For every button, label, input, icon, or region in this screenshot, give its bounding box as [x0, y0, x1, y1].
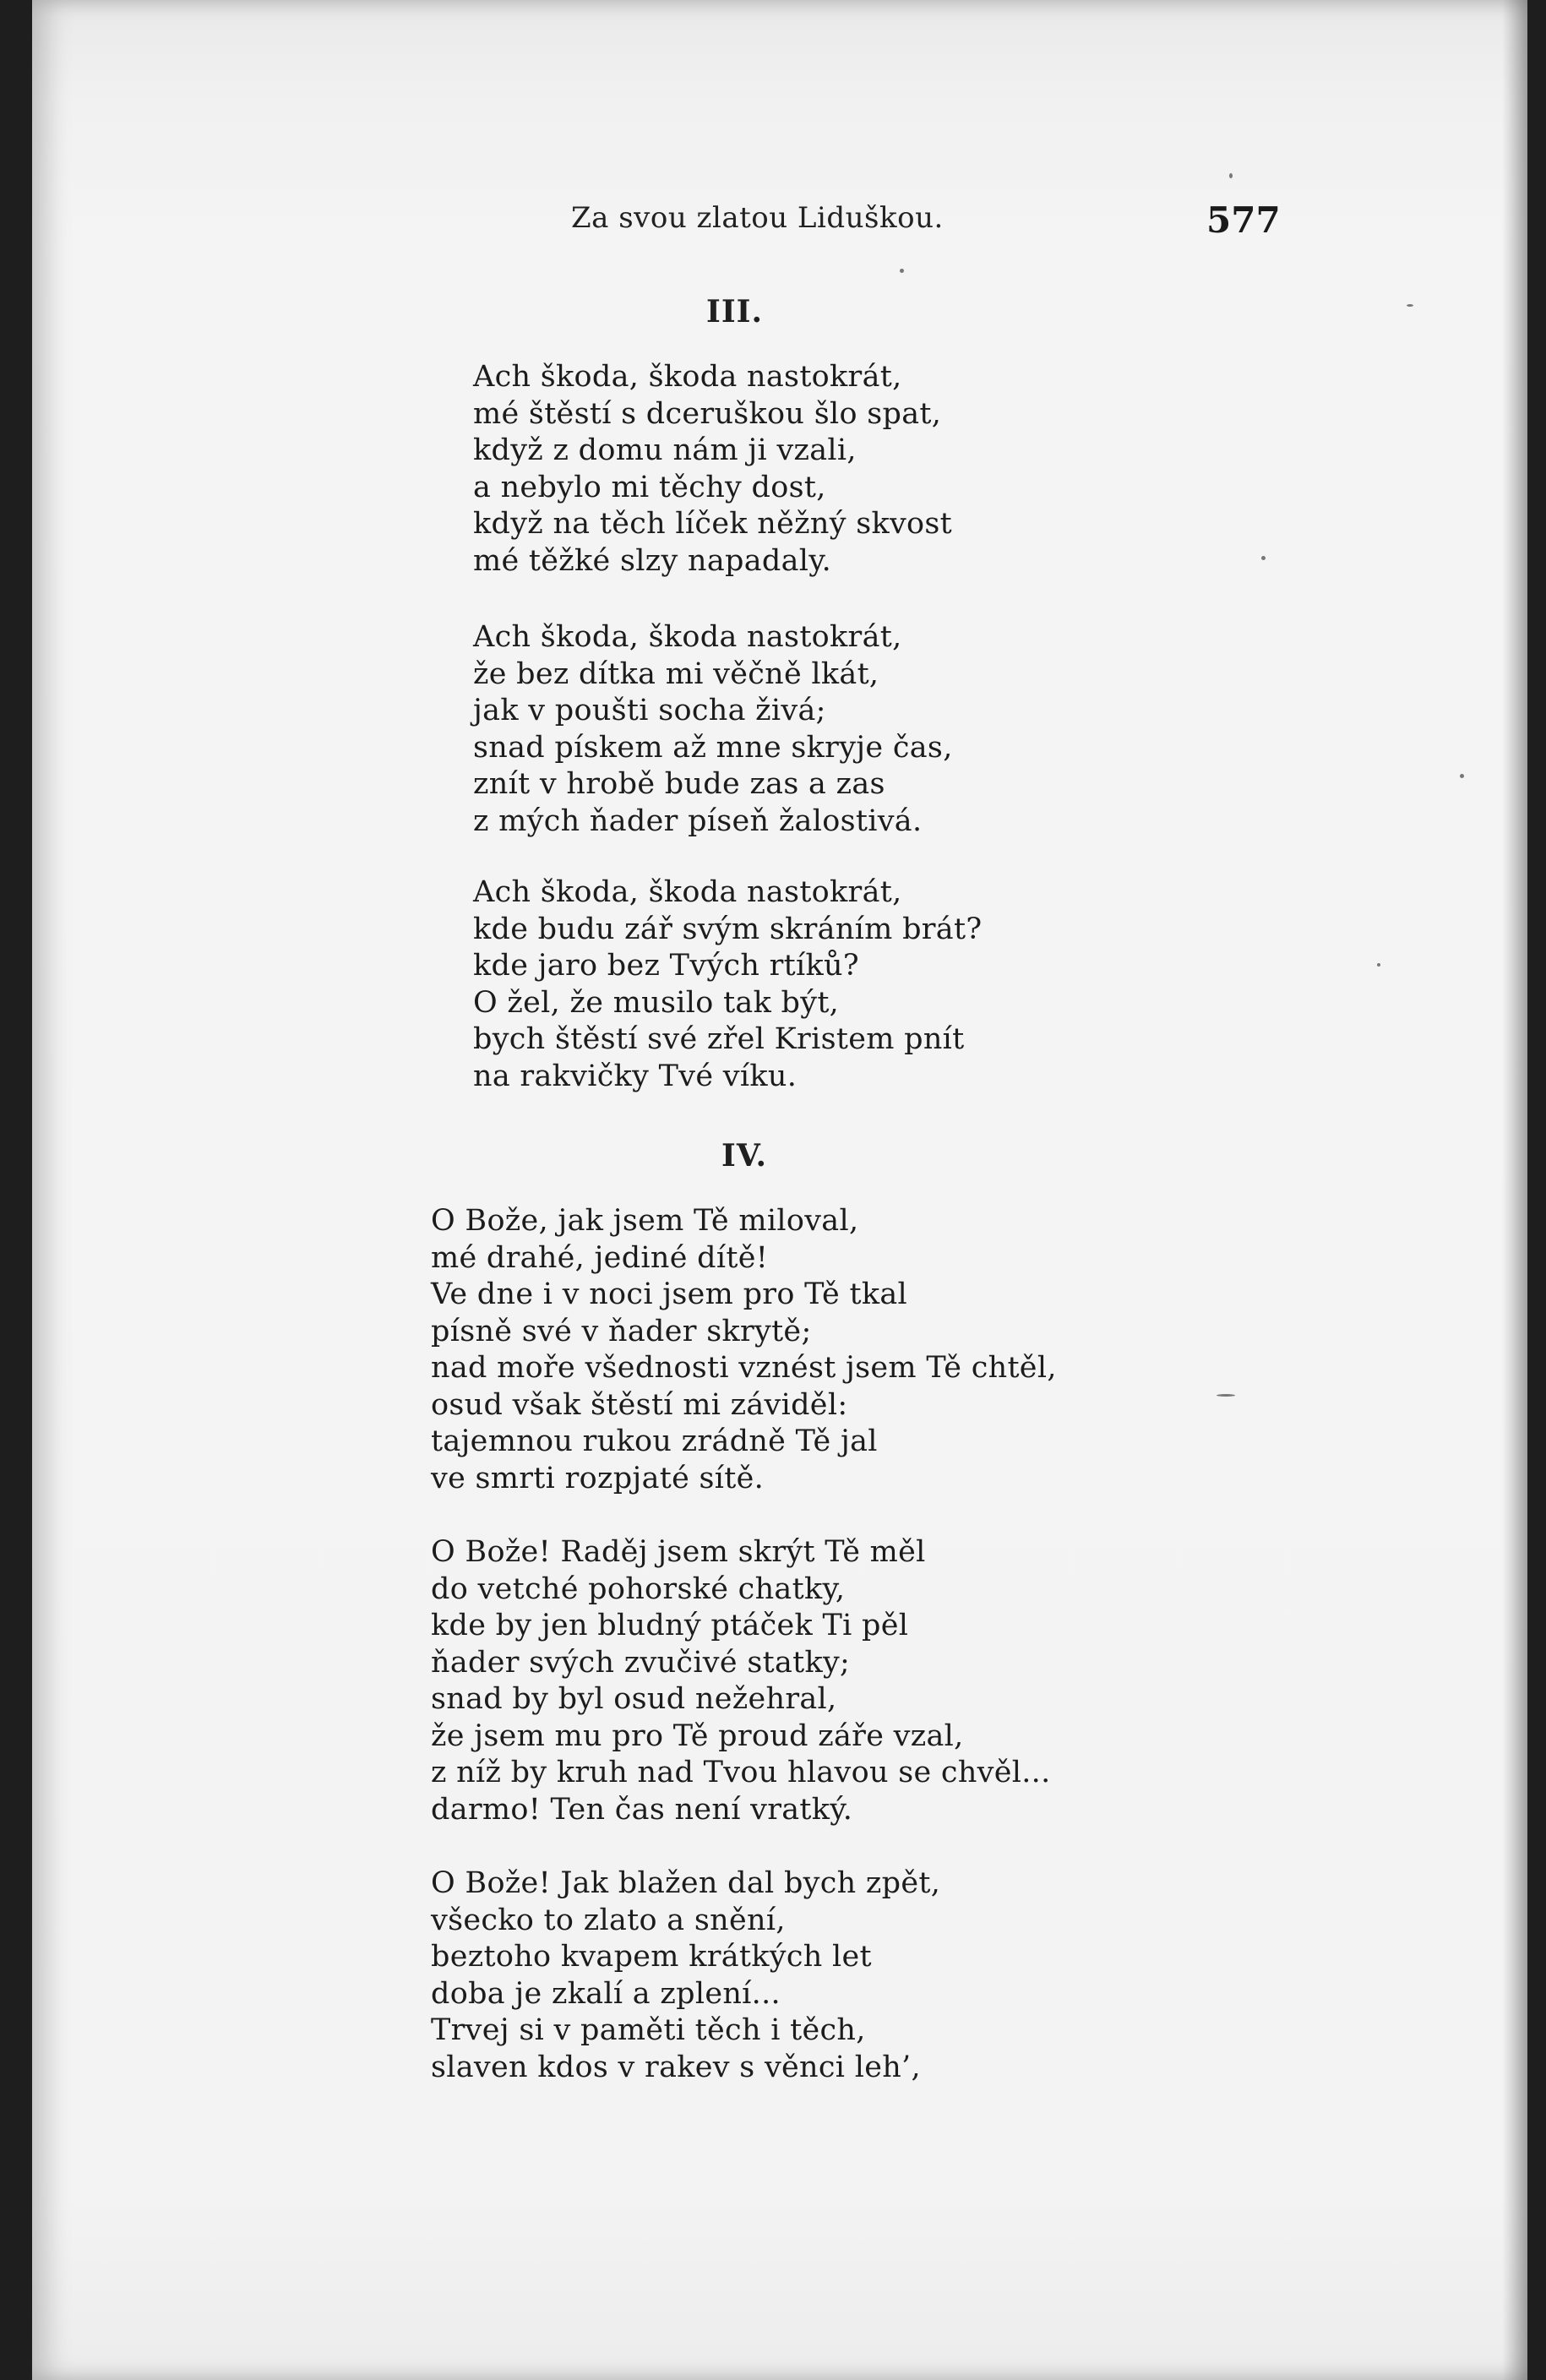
verse-line: nad moře všednosti vznést jsem Tě chtěl, [431, 1351, 1057, 1385]
verse-line: Ve dne i v noci jsem pro Tě tkal [431, 1277, 908, 1311]
verse-line: jak v poušti socha živá; [473, 694, 826, 727]
verse-line: z níž by kruh nad Tvou hlavou se chvěl... [431, 1756, 1051, 1789]
verse-line: Ach škoda, škoda nastokrát, [473, 620, 902, 654]
verse-line: písně své v ňader skrytě; [431, 1314, 812, 1348]
verse-line: všecko to zlato a snění, [431, 1903, 786, 1937]
verse-line: z mých ňader píseň žalostivá. [473, 803, 923, 838]
stanza-iv-1 [431, 1203, 1057, 1497]
verse-line: ňader svých zvučivé statky; [431, 1645, 851, 1680]
verse-line: tajemnou rukou zrádně Tě jal [431, 1424, 878, 1458]
verse-line: že jsem mu pro Tě proud záře vzal, [431, 1718, 964, 1753]
page-number: 577 [1206, 199, 1281, 241]
verse-line: snad by byl osud nežehral, [431, 1682, 837, 1716]
stanza-iv-2 [431, 1534, 1051, 1828]
verse-line: kde jaro bez Tvých rtíků? [473, 949, 859, 983]
verse-line: osud však štěstí mi záviděl: [431, 1387, 848, 1422]
verse-line: kde by jen bludný ptáček Ti pěl [431, 1609, 909, 1642]
verse-line: do vetché pohorské chatky, [431, 1571, 846, 1606]
stanza-iii-1 [473, 359, 952, 580]
scan-speck [1261, 556, 1266, 560]
section-heading-iii: III. [706, 294, 764, 329]
scan-speck [1377, 963, 1380, 967]
verse-line: a nebylo mi těchy dost, [473, 470, 826, 504]
verse-line: na rakvičky Tvé víku. [473, 1059, 797, 1093]
section-heading-iv: IV. [721, 1138, 768, 1174]
verse-line: když na těch líček něžný skvost [473, 507, 953, 541]
verse-line: O Bože! Jak blažen dal bych zpět, [431, 1866, 941, 1900]
verse-line: znít v hrobě bude zas a zas [473, 767, 885, 801]
stanza-iv-3 [431, 1865, 940, 2086]
verse-line: že bez dítka mi věčně lkát, [473, 656, 879, 691]
running-title: Za svou zlatou Liduškou. [571, 201, 944, 235]
scan-speck [1460, 774, 1464, 778]
stanza-iii-2 [473, 619, 953, 840]
verse-line: beztoho kvapem krátkých let [431, 1940, 872, 1974]
verse-line: bych štěstí své zřel Kristem pnít [473, 1022, 965, 1056]
scan-speck [1217, 1394, 1235, 1397]
scan-speck [900, 269, 904, 273]
page-edge-shadow [1502, 0, 1527, 2380]
verse-line: doba je zkalí a zplení... [431, 1976, 781, 2011]
verse-line: darmo! Ten čas není vratký. [431, 1792, 853, 1827]
verse-line: když z domu nám ji vzali, [473, 433, 857, 467]
verse-line: snad pískem až mne skryje čas, [473, 730, 953, 765]
verse-line: Trvej si v paměti těch i těch, [431, 2013, 866, 2047]
verse-line: O žel, že musilo tak být, [473, 985, 840, 1020]
verse-line: Ach škoda, škoda nastokrát, [473, 360, 902, 394]
verse-line: ve smrti rozpjaté sítě. [431, 1461, 765, 1495]
verse-line: mé těžké slzy napadaly. [473, 543, 832, 578]
scan-speck [1229, 173, 1233, 178]
verse-line: Ach škoda, škoda nastokrát, [473, 875, 902, 909]
scan-speck [1407, 304, 1413, 307]
verse-line: O Bože! Raděj jsem skrýt Tě měl [431, 1535, 926, 1569]
verse-line: mé štěstí s dceruškou šlo spat, [473, 396, 942, 431]
verse-line: slaven kdos v rakev s věnci leh’, [431, 2050, 921, 2084]
verse-line: O Bože, jak jsem Tě miloval, [431, 1204, 859, 1238]
stanza-iii-3 [473, 874, 982, 1095]
verse-line: mé drahé, jediné dítě! [431, 1240, 769, 1275]
verse-line: kde budu zář svým skráním brát? [473, 912, 983, 946]
